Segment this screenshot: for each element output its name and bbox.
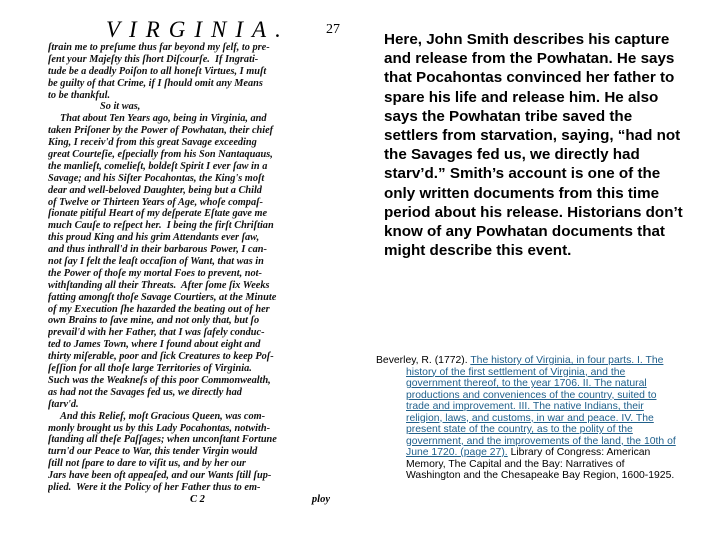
scan-line: dear and well-beloved Daughter, being but a Child — [48, 184, 262, 196]
scan-line: the manlieſt, comelieſt, boldeſt Spirit I ever ſaw in a — [48, 160, 268, 172]
scan-line: ſtarv'd. — [48, 398, 79, 410]
scan-line: and thus inthrall'd in their barbarous Power, I can- — [48, 244, 267, 256]
scan-line: great Courteſie, eſpecially from his Son Nantaquaus, — [48, 149, 273, 161]
page-number: 27 — [326, 22, 340, 37]
scan-line: be guilty of that Crime, if I ſhould omit any Means — [48, 77, 263, 89]
scan-line: plied. Were it the Policy of her Father thus to em- — [48, 481, 261, 493]
scan-line: much Cauſe to reſpect her. I being the firſt Chriſtian — [48, 220, 274, 232]
scan-line: thirty miſerable, poor and ſick Creatures to keep Poſ- — [48, 351, 274, 363]
running-head — [48, 18, 348, 42]
citation-suffix: Library of Congress: American Memory, The Capital and the Bay: Narratives of Washington and the Chesapeake Bay Region, 1600-1925. — [406, 447, 675, 481]
scan-line: Jars have been oft appeaſed, and our Wants ſtill ſup- — [48, 470, 272, 482]
scan-line: taken Priſoner by the Power of Powhatan, their chief — [48, 125, 274, 137]
scan-line: this proud King and his grim Attendants ever ſaw, — [48, 232, 260, 244]
scan-body-text — [48, 42, 348, 494]
scan-line: as had not the Savages fed us, we directly had — [48, 386, 242, 398]
scan-line: Such was the Weakneſs of this poor Commonwealth, — [48, 374, 271, 386]
scan-line: turn'd our Peace to War, this tender Virgin would — [48, 446, 258, 458]
commentary-text: Here, John Smith describes his capture and release from the Powhatan. He says that Pocahontas convinced her father to spare his life and release him. He also says the Powhatan tribe saved the settlers from starvation, saying, “had not the Savages fed us, we directly had starv’d.” Smith’s account is one of the only written documents from this time period about his release. Historians don’t know of any Powhatan documents that might describe this event. — [384, 31, 683, 260]
scan-line: tude be a deadly Poiſon to all honeſt Virtues, I muſt — [48, 65, 267, 77]
running-title: VIRGINIA. — [106, 17, 290, 42]
scan-line: So it was, — [100, 101, 141, 113]
scan-line: monly brought us by this Lady Pocahontas, notwith- — [48, 422, 270, 434]
scanned-book-page — [48, 18, 348, 523]
scan-line: ted to James Town, where I found about eight and — [48, 339, 261, 351]
scan-line: of Twelve or Thirteen Years of Age, whoſe compaſ- — [48, 196, 263, 208]
scan-line: not ſay I felt the leaſt occaſion of Want, that was in — [48, 256, 264, 268]
scan-line: withſtanding all their Threats. After ſome ſix Weeks — [48, 279, 270, 291]
scan-line: ſent your Majeſty this ſhort Diſcourſe. If Ingrati- — [48, 53, 259, 65]
citation-link[interactable]: The history of Virginia, in four parts. I. The history of the first settlement of Virginia, and the government thereof, to the year 1706. II. The natural productions and conveniences of the country, suited to trade and improvement. III. The native Indians, their religion, laws, and customs, in war and peace. IV. The present state of the country, as to the polity of the government, and the improvements of the land, the 10th of June 1720. (page 27). — [406, 355, 676, 458]
scan-line: ſtill not ſpare to dare to viſit us, and by her our — [48, 458, 246, 470]
scan-line: ſionate pitiful Heart of my deſperate Eſtate gave me — [48, 208, 268, 220]
scan-line: ſtanding all theſe Paſſages; when unconſtant Fortune — [48, 434, 277, 446]
scan-line: King, I receiv'd from this great Savage exceeding — [48, 137, 257, 149]
catchword: ploy — [311, 493, 330, 505]
scan-line: That about Ten Years ago, being in Virginia, and — [60, 113, 267, 125]
scan-line: Savage; and his Siſter Pocahontas, the King's moſt — [48, 172, 265, 184]
signature-mark: C 2 — [190, 493, 205, 505]
citation — [376, 355, 678, 482]
citation-prefix: Beverley, R. (1772). — [376, 355, 471, 366]
scan-line: to be thankful. — [48, 89, 111, 101]
scan-line: of my Execution ſhe hazarded the beating out of her — [48, 303, 270, 315]
page-footer — [48, 494, 348, 508]
scan-line: ſeſſion for all thoſe large Territories of Virginia. — [48, 363, 252, 375]
scan-line: own Brains to ſave mine, and not only that, but ſo — [48, 315, 260, 327]
scan-line: fatting amongſt thoſe Savage Courtiers, at the Minute — [48, 291, 277, 303]
scan-line: the Power of thoſe my mortal Foes to prevent, not- — [48, 267, 262, 279]
scan-line: ſtrain me to preſume thus far beyond my ſelf, to pre- — [48, 42, 270, 53]
scan-line: prevail'd with her Father, that I was ſafely conduc- — [48, 327, 265, 339]
scan-line: And this Relief, moſt Gracious Queen, was com- — [60, 410, 266, 422]
